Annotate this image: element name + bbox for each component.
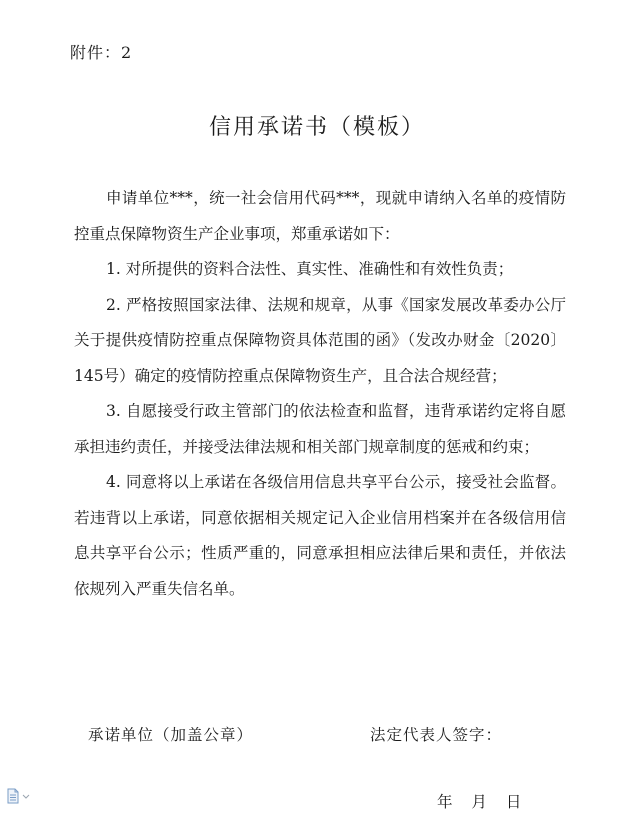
document-body: [74, 181, 566, 607]
document-page-icon[interactable]: [6, 788, 36, 804]
date-label: 年 月 日: [437, 793, 524, 811]
signer-unit-label: 承诺单位（加盖公章）: [88, 726, 254, 744]
document-title: 信用承诺书（模板）: [208, 115, 425, 140]
legal-representative-label: 法定代表人签字：: [370, 726, 503, 744]
document-page-icon-svg: [6, 788, 36, 804]
commitment-item-4: 4. 同意将以上承诺在各级信用信息共享平台公示，接受社会监督。若违背以上承诺，同意依据相关规定记入企业信用档案并在各级信用信息共享平台公示；性质严重的，同意承担相应法律后果和责任，并依法依规列入严重失信名单。: [74, 473, 566, 598]
commitment-item-3: 3. 自愿接受行政主管部门的依法检查和监督，违背承诺约定将自愿承担违约责任，并接受法律法规和相关部门规章制度的惩戒和约束；: [74, 402, 566, 456]
commitment-item-2: 2. 严格按照国家法律、法规和规章，从事《国家发展改革委办公厅关于提供疫情防控重点保障物资具体范围的函》（发改办财金〔2020〕145号）确定的疫情防控重点保障物资生产，且合法合规经营；: [74, 295, 566, 385]
commitment-item-1: 1. 对所提供的资料合法性、真实性、准确性和有效性负责；: [106, 260, 514, 278]
attachment-label: 附件：2: [70, 43, 133, 62]
intro-paragraph: 申请单位***，统一社会信用代码***，现就申请纳入名单的疫情防控重点保障物资生产企业事项，郑重承诺如下：: [74, 189, 566, 243]
